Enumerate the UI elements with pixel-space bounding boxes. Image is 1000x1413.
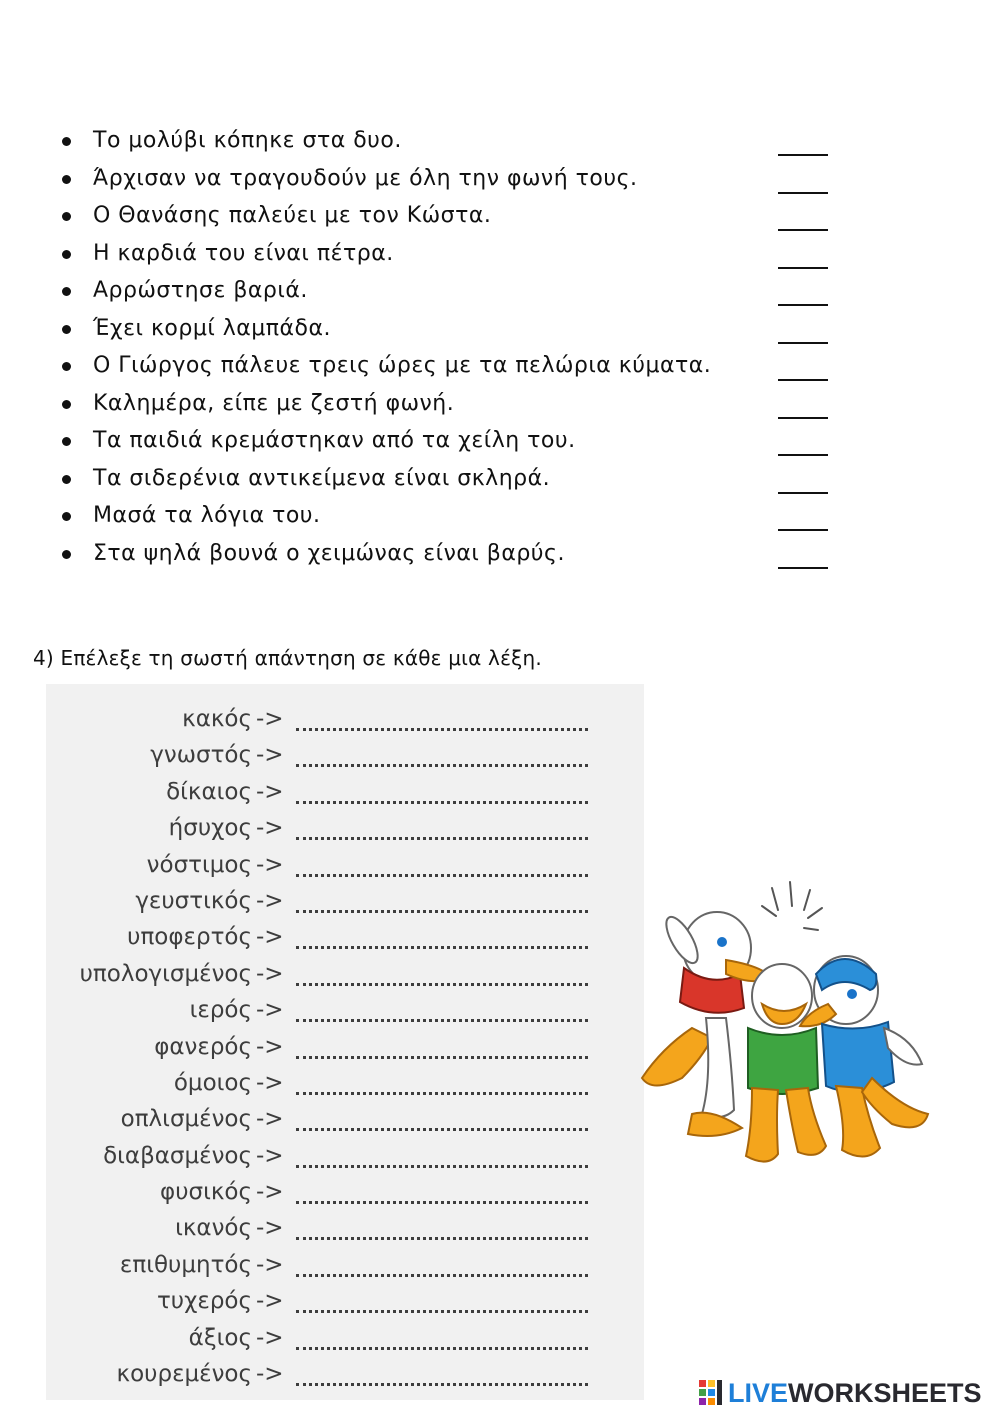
sentence-list bbox=[60, 122, 860, 572]
bullet-icon bbox=[62, 175, 71, 184]
word-row bbox=[46, 701, 644, 737]
sentence-text: Ο Θανάσης παλεύει με τον Κώστα. bbox=[93, 203, 492, 228]
answer-dotted-line[interactable] bbox=[296, 1310, 588, 1313]
bullet-icon bbox=[62, 400, 71, 409]
bullet-icon bbox=[62, 325, 71, 334]
answer-dotted-line[interactable] bbox=[296, 1237, 588, 1240]
bullet-icon bbox=[62, 137, 71, 146]
list-item bbox=[60, 197, 860, 235]
answer-dotted-line[interactable] bbox=[296, 1128, 588, 1131]
word-row bbox=[46, 1065, 644, 1101]
word-row bbox=[46, 1356, 644, 1392]
liveworksheets-logo-icon bbox=[698, 1378, 724, 1408]
word-row bbox=[46, 1029, 644, 1065]
sentence-text: Το μολύβι κόπηκε στα δυο. bbox=[93, 128, 402, 153]
word-row bbox=[46, 1283, 644, 1319]
list-item bbox=[60, 160, 860, 198]
word-text: υπολογισμένος bbox=[79, 960, 252, 987]
arrow-text: -> bbox=[256, 1106, 284, 1133]
arrow-text: -> bbox=[256, 778, 284, 805]
arrow-text: -> bbox=[256, 960, 284, 987]
sentence-text: Έχει κορμί λαμπάδα. bbox=[93, 315, 331, 341]
answer-blank[interactable] bbox=[778, 342, 828, 344]
list-item bbox=[60, 497, 860, 535]
answer-blank[interactable] bbox=[778, 192, 828, 194]
bullet-icon bbox=[62, 475, 71, 484]
arrow-text: -> bbox=[256, 815, 284, 842]
arrow-text: -> bbox=[256, 742, 284, 769]
word-text: νόστιμος bbox=[146, 851, 252, 878]
list-item bbox=[60, 460, 860, 498]
bullet-icon bbox=[62, 212, 71, 221]
arrow-text: -> bbox=[256, 1251, 284, 1278]
arrow-text: -> bbox=[256, 706, 284, 732]
bullet-icon bbox=[62, 250, 71, 259]
list-item bbox=[60, 535, 860, 573]
answer-blank[interactable] bbox=[778, 267, 828, 269]
word-text: κουρεμένος bbox=[116, 1361, 252, 1388]
word-text: τυχερός bbox=[156, 1288, 252, 1315]
arrow-text: -> bbox=[256, 1288, 284, 1315]
liveworksheets-logo bbox=[698, 1376, 982, 1410]
answer-dotted-line[interactable] bbox=[296, 1201, 588, 1204]
word-row bbox=[46, 1247, 644, 1283]
answer-blank[interactable] bbox=[778, 304, 828, 306]
arrow-text: -> bbox=[256, 1179, 284, 1206]
word-row bbox=[46, 992, 644, 1028]
list-item bbox=[60, 347, 860, 385]
answer-blank[interactable] bbox=[778, 492, 828, 494]
arrow-text: -> bbox=[256, 1069, 284, 1096]
word-row bbox=[46, 737, 644, 773]
answer-dotted-line[interactable] bbox=[296, 801, 588, 804]
sentence-text: Μασά τα λόγια του. bbox=[93, 503, 321, 528]
sentence-text: Αρρώστησε βαριά. bbox=[93, 278, 308, 303]
word-row bbox=[46, 956, 644, 992]
word-text: διαβασμένος bbox=[103, 1142, 252, 1169]
liveworksheets-wordmark: LIVEWORKSHEETS bbox=[728, 1377, 982, 1408]
answer-blank[interactable] bbox=[778, 454, 828, 456]
word-text: δίκαιος bbox=[166, 778, 252, 805]
arrow-text: -> bbox=[256, 1142, 284, 1169]
list-item bbox=[60, 122, 860, 160]
answer-blank[interactable] bbox=[778, 567, 828, 569]
word-row bbox=[46, 1320, 644, 1356]
word-text: επιθυμητός bbox=[119, 1251, 252, 1278]
word-row bbox=[46, 883, 644, 919]
sentence-text: Τα παιδιά κρεμάστηκαν από τα χείλη του. bbox=[93, 428, 576, 453]
sentence-text: Άρχισαν να τραγουδούν με όλη την φωνή τους. bbox=[93, 165, 638, 191]
arrow-text: -> bbox=[256, 887, 284, 914]
word-text: ικανός bbox=[175, 1215, 252, 1242]
answer-blank[interactable] bbox=[778, 379, 828, 381]
word-text: υποφερτός bbox=[127, 924, 252, 951]
exercise-4-instruction: 4) Επέλεξε τη σωστή απάντηση σε κάθε μια λέξη. bbox=[33, 646, 542, 670]
word-row bbox=[46, 774, 644, 810]
bullet-icon bbox=[62, 287, 71, 296]
answer-dotted-line[interactable] bbox=[296, 764, 588, 767]
arrow-text: -> bbox=[256, 1215, 284, 1242]
word-text: φανερός bbox=[154, 1033, 252, 1060]
word-text: κακός bbox=[182, 706, 252, 732]
word-row bbox=[46, 1174, 644, 1210]
bullet-icon bbox=[62, 550, 71, 559]
arrow-text: -> bbox=[256, 924, 284, 951]
answer-dotted-line[interactable] bbox=[296, 910, 588, 913]
answer-blank[interactable] bbox=[778, 417, 828, 419]
word-text: φυσικός bbox=[160, 1179, 252, 1206]
arrow-text: -> bbox=[256, 1324, 284, 1351]
word-list bbox=[46, 701, 644, 1392]
list-item bbox=[60, 385, 860, 423]
answer-dotted-line[interactable] bbox=[296, 983, 588, 986]
word-row bbox=[46, 919, 644, 955]
sentence-text: Στα ψηλά βουνά ο χειμώνας είναι βαρύς. bbox=[93, 540, 565, 566]
word-text: όμοιος bbox=[173, 1069, 252, 1096]
ducks-illustration bbox=[622, 878, 932, 1178]
sentence-text: Καλημέρα, είπε με ζεστή φωνή. bbox=[93, 390, 455, 416]
list-item bbox=[60, 272, 860, 310]
word-row bbox=[46, 847, 644, 883]
bullet-icon bbox=[62, 437, 71, 446]
answer-dotted-line[interactable] bbox=[296, 1274, 588, 1277]
list-item bbox=[60, 422, 860, 460]
arrow-text: -> bbox=[256, 851, 284, 878]
sentence-text: Ο Γιώργος πάλευε τρεις ώρες με τα πελώρια κύματα. bbox=[93, 353, 712, 378]
arrow-text: -> bbox=[256, 997, 284, 1024]
word-text: οπλισμένος bbox=[120, 1106, 252, 1133]
sentence-text: Η καρδιά του είναι πέτρα. bbox=[93, 240, 394, 266]
answer-dotted-line[interactable] bbox=[296, 1092, 588, 1095]
word-text: γευστικός bbox=[135, 887, 252, 914]
word-text: ήσυχος bbox=[168, 815, 252, 842]
answer-blank[interactable] bbox=[778, 154, 828, 156]
answer-dotted-line[interactable] bbox=[296, 874, 588, 877]
word-row bbox=[46, 1138, 644, 1174]
answer-blank[interactable] bbox=[778, 229, 828, 231]
answer-dotted-line[interactable] bbox=[296, 1383, 588, 1386]
list-item bbox=[60, 310, 860, 348]
answer-dotted-line[interactable] bbox=[296, 946, 588, 949]
answer-dotted-line[interactable] bbox=[296, 728, 588, 731]
word-row bbox=[46, 1101, 644, 1137]
arrow-text: -> bbox=[256, 1361, 284, 1388]
arrow-text: -> bbox=[256, 1033, 284, 1060]
bullet-icon bbox=[62, 512, 71, 521]
answer-dotted-line[interactable] bbox=[296, 1056, 588, 1059]
word-text: γνωστός bbox=[150, 742, 252, 769]
sentence-text: Τα σιδερένια αντικείμενα είναι σκληρά. bbox=[93, 465, 551, 491]
answer-dotted-line[interactable] bbox=[296, 1019, 588, 1022]
answer-blank[interactable] bbox=[778, 529, 828, 531]
word-row bbox=[46, 810, 644, 846]
answer-dotted-line[interactable] bbox=[296, 1165, 588, 1168]
bullet-icon bbox=[62, 362, 71, 371]
word-row bbox=[46, 1210, 644, 1246]
word-text: άξιος bbox=[188, 1324, 252, 1351]
word-panel bbox=[46, 684, 644, 1400]
list-item bbox=[60, 235, 860, 273]
word-text: ιερός bbox=[189, 997, 252, 1024]
answer-dotted-line[interactable] bbox=[296, 1347, 588, 1350]
answer-dotted-line[interactable] bbox=[296, 837, 588, 840]
